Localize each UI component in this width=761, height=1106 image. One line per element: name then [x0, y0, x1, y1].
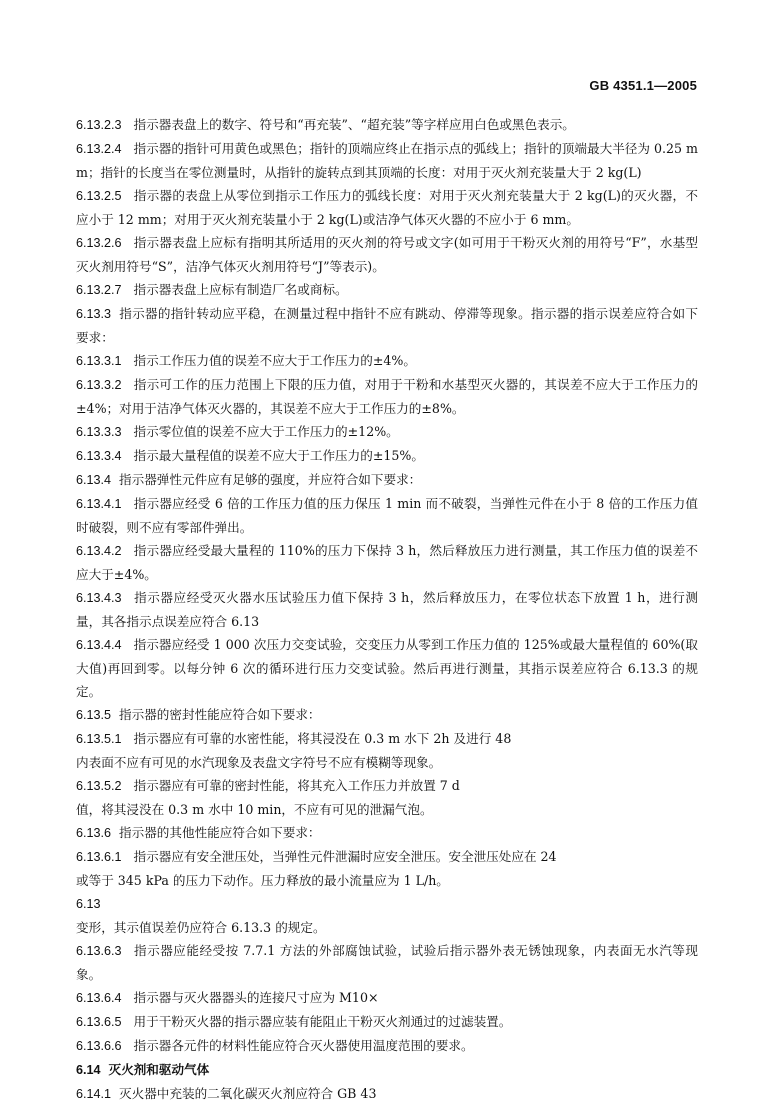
paragraph — [76, 586, 698, 633]
clause-number: 6.13.4 — [76, 473, 112, 487]
paragraph — [76, 137, 698, 184]
clause-number: 6.13.2.3 — [76, 118, 122, 132]
paragraph — [76, 986, 698, 1010]
clause-number: 6.13.6.3 — [76, 944, 122, 958]
clause-text: 值，将其浸没在 0.3 m 水中 10 min，不应有可见的泄漏气泡。 — [76, 802, 433, 817]
paragraph — [76, 184, 698, 231]
clause-number: 6.13.5.2 — [76, 779, 122, 793]
clause-text: 指示器弹性元件应有足够的强度，并应符合如下要求： — [119, 472, 422, 487]
clause-number: 6.14 — [76, 1063, 101, 1077]
clause-text: 指示器与灭火器器头的连接尺寸应为 M10× — [133, 990, 379, 1005]
paragraph — [76, 727, 698, 751]
section-heading — [76, 1058, 698, 1082]
clause-number: 6.13.6.5 — [76, 1015, 122, 1029]
document-body — [76, 113, 698, 1106]
paragraph-continuation — [76, 916, 698, 939]
clause-number: 6.13.6.4 — [76, 991, 122, 1005]
clause-text: 指示器的指针可用黄色或黑色；指针的顶端应终止在指示点的弧线上；指针的顶端最大半径为 0.25 mm；指针的长度当在零位测量时，从指针的旋转点到其顶端的长度：对用于灭火剂充装量大于 2 kg(L) — [76, 141, 698, 180]
paragraph — [76, 821, 698, 845]
clause-text: 指示器应有可靠的密封性能，将其充入工作压力并放置 7 d — [133, 778, 460, 793]
paragraph — [76, 420, 698, 444]
paragraph — [76, 633, 698, 703]
paragraph — [76, 492, 698, 539]
clause-text: 变形，其示值误差仍应符合 6.13.3 的规定。 — [76, 920, 326, 935]
clause-number: 6.13.6 — [76, 826, 112, 840]
paragraph — [76, 468, 698, 492]
paragraph-continuation — [76, 751, 698, 774]
clause-text: 用于干粉灭火器的指示器应装有能阻止干粉灭火剂通过的过滤装置。 — [133, 1014, 512, 1029]
paragraph — [76, 774, 698, 798]
paragraph — [76, 1034, 698, 1058]
clause-text: 指示器应能经受按 7.7.1 方法的外部腐蚀试验，试验后指示器外表无锈蚀现象，内表面无水汽等现象。 — [76, 943, 698, 982]
clause-number: 6.13.6.6 — [76, 1039, 122, 1053]
clause-number: 6.13.2.6 — [76, 236, 122, 250]
paragraph — [76, 444, 698, 468]
paragraph — [76, 939, 698, 986]
clause-text: 指示器表盘上的数字、符号和“再充装”、“超充装”等字样应用白色或黑色表示。 — [133, 117, 575, 132]
paragraph — [76, 278, 698, 302]
clause-number: 6.13.3.3 — [76, 425, 122, 439]
clause-text: 指示器的表盘上从零位到指示工作压力的弧线长度：对用于灭火剂充装量大于 2 kg(L)的灭火器，不应小于 12 mm；对用于灭火剂充装量小于 2 kg(L)或洁净气体灭火器的不应小于 6 mm。 — [76, 188, 698, 227]
clause-number: 6.13.4.4 — [76, 638, 122, 652]
clause-number: 6.13.4.2 — [76, 544, 122, 558]
clause-text: 指示器表盘上应标有指明其所适用的灭火剂的符号或文字(如可用于干粉灭火剂的用符号“F”，水基型灭火剂用符号“S”，洁净气体灭火剂用符号“J”等表示)。 — [76, 235, 698, 274]
clause-number: 6.13.4.3 — [76, 591, 122, 605]
clause-text: 指示器的其他性能应符合如下要求： — [119, 825, 321, 840]
clause-text: 指示器的指针转动应平稳，在测量过程中指针不应有跳动、停滞等现象。指示器的指示误差应符合如下要求： — [76, 306, 698, 345]
clause-number: 6.13.2.4 — [76, 142, 122, 156]
paragraph — [76, 231, 698, 278]
clause-number: 6.13.3.4 — [76, 449, 122, 463]
clause-text: 灭火器中充装的二氧化碳灭火剂应符合 GB 43 — [119, 1086, 377, 1101]
paragraph — [76, 302, 698, 349]
clause-text: 指示可工作的压力范围上下限的压力值，对用于干粉和水基型灭火器的，其误差不应大于工作压力的±4%；对用于洁净气体灭火器的，其误差不应大于工作压力的±8%。 — [76, 377, 698, 416]
clause-text: 指示器应经受最大量程的 110%的压力下保持 3 h，然后释放压力进行测量，其工作压力值的误差不应大于±4%。 — [76, 543, 698, 582]
paragraph — [76, 373, 698, 420]
paragraph — [76, 845, 698, 869]
clause-text: 指示零位值的误差不应大于工作压力的±12%。 — [133, 424, 399, 439]
clause-text: 灭火剂和驱动气体 — [108, 1062, 210, 1077]
clause-number: 6.13.4.1 — [76, 497, 122, 511]
clause-number: 6.13.3 — [76, 307, 112, 321]
paragraph — [76, 1082, 698, 1106]
clause-number: 6.13 — [76, 897, 101, 911]
clause-number: 6.13.5.1 — [76, 732, 122, 746]
clause-text: 指示工作压力值的误差不应大于工作压力的±4%。 — [133, 353, 416, 368]
clause-text: 指示器应有安全泄压处，当弹性元件泄漏时应安全泄压。安全泄压处应在 24 — [133, 849, 557, 864]
paragraph-continuation — [76, 869, 698, 892]
clause-text: 内表面不应有可见的水汽现象及表盘文字符号不应有模糊等现象。 — [76, 755, 442, 770]
clause-text: 指示器表盘上应标有制造厂名或商标。 — [133, 282, 348, 297]
clause-text: 指示器各元件的材料性能应符合灭火器使用温度范围的要求。 — [133, 1038, 474, 1053]
clause-text: 指示器的密封性能应符合如下要求： — [119, 707, 321, 722]
standard-number: GB 4351.1—2005 — [589, 78, 697, 93]
paragraph — [76, 1010, 698, 1034]
clause-number: 6.13.2.5 — [76, 189, 122, 203]
paragraph — [76, 539, 698, 586]
clause-text: 指示器应有可靠的水密性能，将其浸没在 0.3 m 水下 2h 及进行 48 — [133, 731, 512, 746]
clause-text: 指示器应经受灭火器水压试验压力值下保持 3 h，然后释放压力，在零位状态下放置 1 h，进行测量，其各指示点误差应符合 6.13 — [76, 590, 698, 629]
clause-text: 或等于 345 kPa 的压力下动作。压力释放的最小流量应为 1 L/h。 — [76, 873, 449, 888]
paragraph — [76, 113, 698, 137]
clause-number: 6.13.3.2 — [76, 378, 122, 392]
clause-number: 6.13.6.1 — [76, 850, 122, 864]
paragraph — [76, 703, 698, 727]
paragraph — [76, 892, 698, 916]
clause-number: 6.14.1 — [76, 1087, 112, 1101]
clause-number: 6.13.3.1 — [76, 354, 122, 368]
clause-number: 6.13.5 — [76, 708, 112, 722]
clause-text: 指示器应经受 6 倍的工作压力值的压力保压 1 min 而不破裂，当弹性元件在小于 8 倍的工作压力值时破裂，则不应有零部件弹出。 — [76, 496, 698, 535]
paragraph — [76, 349, 698, 373]
paragraph-continuation — [76, 798, 698, 821]
clause-text: 指示器应经受 1 000 次压力交变试验，交变压力从零到工作压力值的 125%或最大量程值的 60%(取大值)再回到零。以每分钟 6 次的循环进行压力交变试验。然后再进行测量，其指示误差应符合 6.13.3 的规定。 — [76, 637, 698, 699]
clause-number: 6.13.2.7 — [76, 283, 122, 297]
clause-text: 指示最大量程值的误差不应大于工作压力的±15%。 — [133, 448, 424, 463]
